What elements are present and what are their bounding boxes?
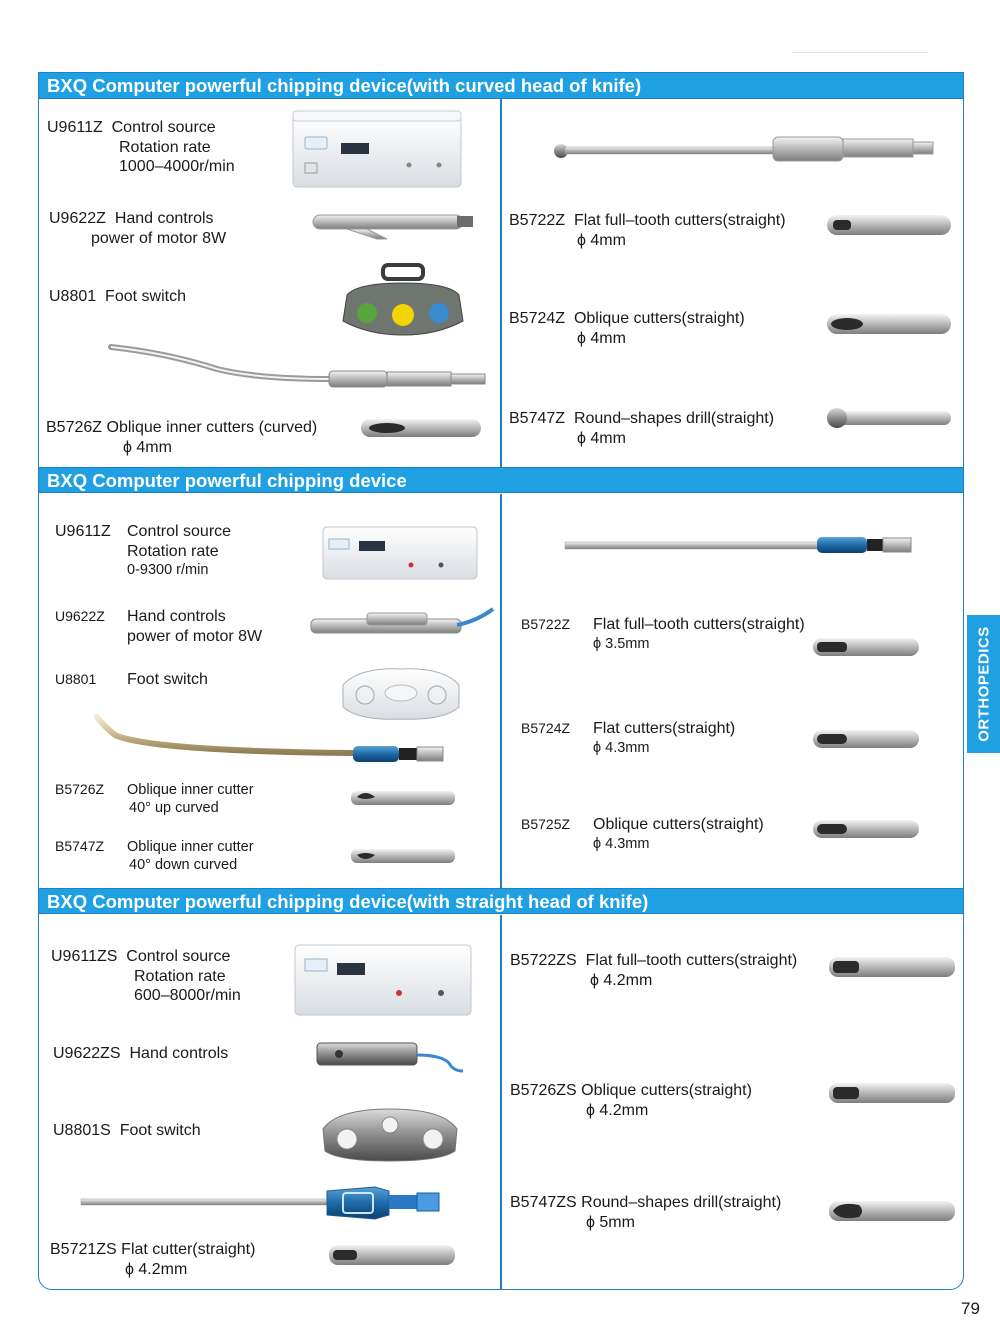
section-1-item-flat-full-tooth: B5722Z Flat full–tooth cutters(straight) ϕ 4mm xyxy=(509,212,786,249)
curved-cutter-tip-image xyxy=(357,413,483,443)
up-curved-tip-image xyxy=(347,787,457,811)
section-3-item-hand-controls: U9622ZS Hand controls xyxy=(53,1045,229,1062)
control-unit-image xyxy=(319,521,481,583)
section-2-item-oblique-cutters: B5725Z Oblique cutters(straight) ϕ 4.3mm xyxy=(521,816,764,852)
flat-full-tooth-tip-image xyxy=(825,953,957,983)
flat-full-tooth-tip-image xyxy=(823,211,953,239)
straight-cutter-image xyxy=(561,531,917,561)
flat-cutter-tip-image xyxy=(809,727,921,751)
section-3-item-flat-full-tooth: B5722ZS Flat full–tooth cutters(straight) ϕ 4.2mm xyxy=(510,952,798,989)
oblique-cutter-tip-image xyxy=(825,1079,957,1109)
oblique-cutter-tip-image xyxy=(823,309,953,339)
section-3-item-oblique-cutters: B5726ZS Oblique cutters(straight) ϕ 4.2mm xyxy=(510,1082,752,1119)
section-2-item-flat-cutters: B5724Z Flat cutters(straight) ϕ 4.3mm xyxy=(521,720,736,756)
section-1-title: BXQ Computer powerful chipping device(with curved head of knife) xyxy=(39,73,963,99)
section-1-divider xyxy=(500,99,502,467)
section-2-item-flat-full-tooth: B5722Z Flat full–tooth cutters(straight) ϕ 3.5mm xyxy=(521,616,805,652)
section-3-item-round-drill: B5747ZS Round–shapes drill(straight) ϕ 5mm xyxy=(510,1194,782,1231)
section-2-title: BXQ Computer powerful chipping device xyxy=(39,467,963,493)
page-number: 79 xyxy=(961,1299,980,1318)
section-2-item-foot-switch: U8801 Foot switch xyxy=(55,671,208,688)
straight-cutter-image xyxy=(551,115,937,163)
foot-switch-image xyxy=(337,263,469,339)
section-1-item-round-drill: B5747Z Round–shapes drill(straight) ϕ 4mm xyxy=(509,410,775,447)
section-2-item-hand-controls: U9622Z Hand controls power of motor 8W xyxy=(55,608,263,645)
round-drill-tip-image xyxy=(825,1197,957,1227)
section-3-title: BXQ Computer powerful chipping device(with straight head of knife) xyxy=(39,888,963,914)
section-1-item-foot-switch: U8801 Foot switch xyxy=(49,288,186,305)
section-1-item-curved-cutter: B5726Z Oblique inner cutters (curved) ϕ 4mm xyxy=(46,419,318,456)
section-2-item-control-source: U9611Z Control source Rotation rate 0-9300 r/min xyxy=(55,523,232,578)
section-1-item-oblique-cutters: B5724Z Oblique cutters(straight) ϕ 4mm xyxy=(509,310,745,347)
section-3-item-foot-switch: U8801S Foot switch xyxy=(53,1122,201,1139)
foot-switch-image xyxy=(315,1099,465,1165)
flat-full-tooth-tip-image xyxy=(809,635,921,659)
oblique-cutter-tip-image xyxy=(809,817,921,841)
handpiece-image xyxy=(307,205,477,245)
orthopedics-side-tab: ORTHOPEDICS xyxy=(967,615,1000,753)
down-curved-tip-image xyxy=(347,845,457,869)
section-1-item-control-source: U9611Z Control source Rotation rate 1000–4000r/min xyxy=(47,119,235,175)
curved-cutter-image xyxy=(107,339,491,395)
control-unit-image xyxy=(291,937,473,1019)
section-2-divider xyxy=(500,494,502,888)
handpiece-image xyxy=(307,603,497,647)
flat-cutter-tip-image xyxy=(325,1241,457,1271)
round-drill-tip-image xyxy=(823,403,953,433)
curved-cutter-image xyxy=(91,713,451,769)
handpiece-image xyxy=(313,1037,469,1077)
section-3-item-flat-cutter: B5721ZS Flat cutter(straight) ϕ 4.2mm xyxy=(50,1241,256,1278)
header-rule xyxy=(792,52,928,53)
section-3-divider xyxy=(500,915,502,1290)
section-2-item-up-curved: B5726Z Oblique inner cutter 40° up curved xyxy=(55,781,254,816)
straight-cutter-image xyxy=(77,1179,467,1227)
section-2-item-down-curved: B5747Z Oblique inner cutter 40° down curved xyxy=(55,838,254,873)
control-unit-image xyxy=(289,107,465,191)
section-1-item-hand-controls: U9622Z Hand controls power of motor 8W xyxy=(49,210,227,247)
section-3-item-control-source: U9611ZS Control source Rotation rate 600–8000r/min xyxy=(51,948,241,1004)
catalog-frame xyxy=(38,72,964,1290)
